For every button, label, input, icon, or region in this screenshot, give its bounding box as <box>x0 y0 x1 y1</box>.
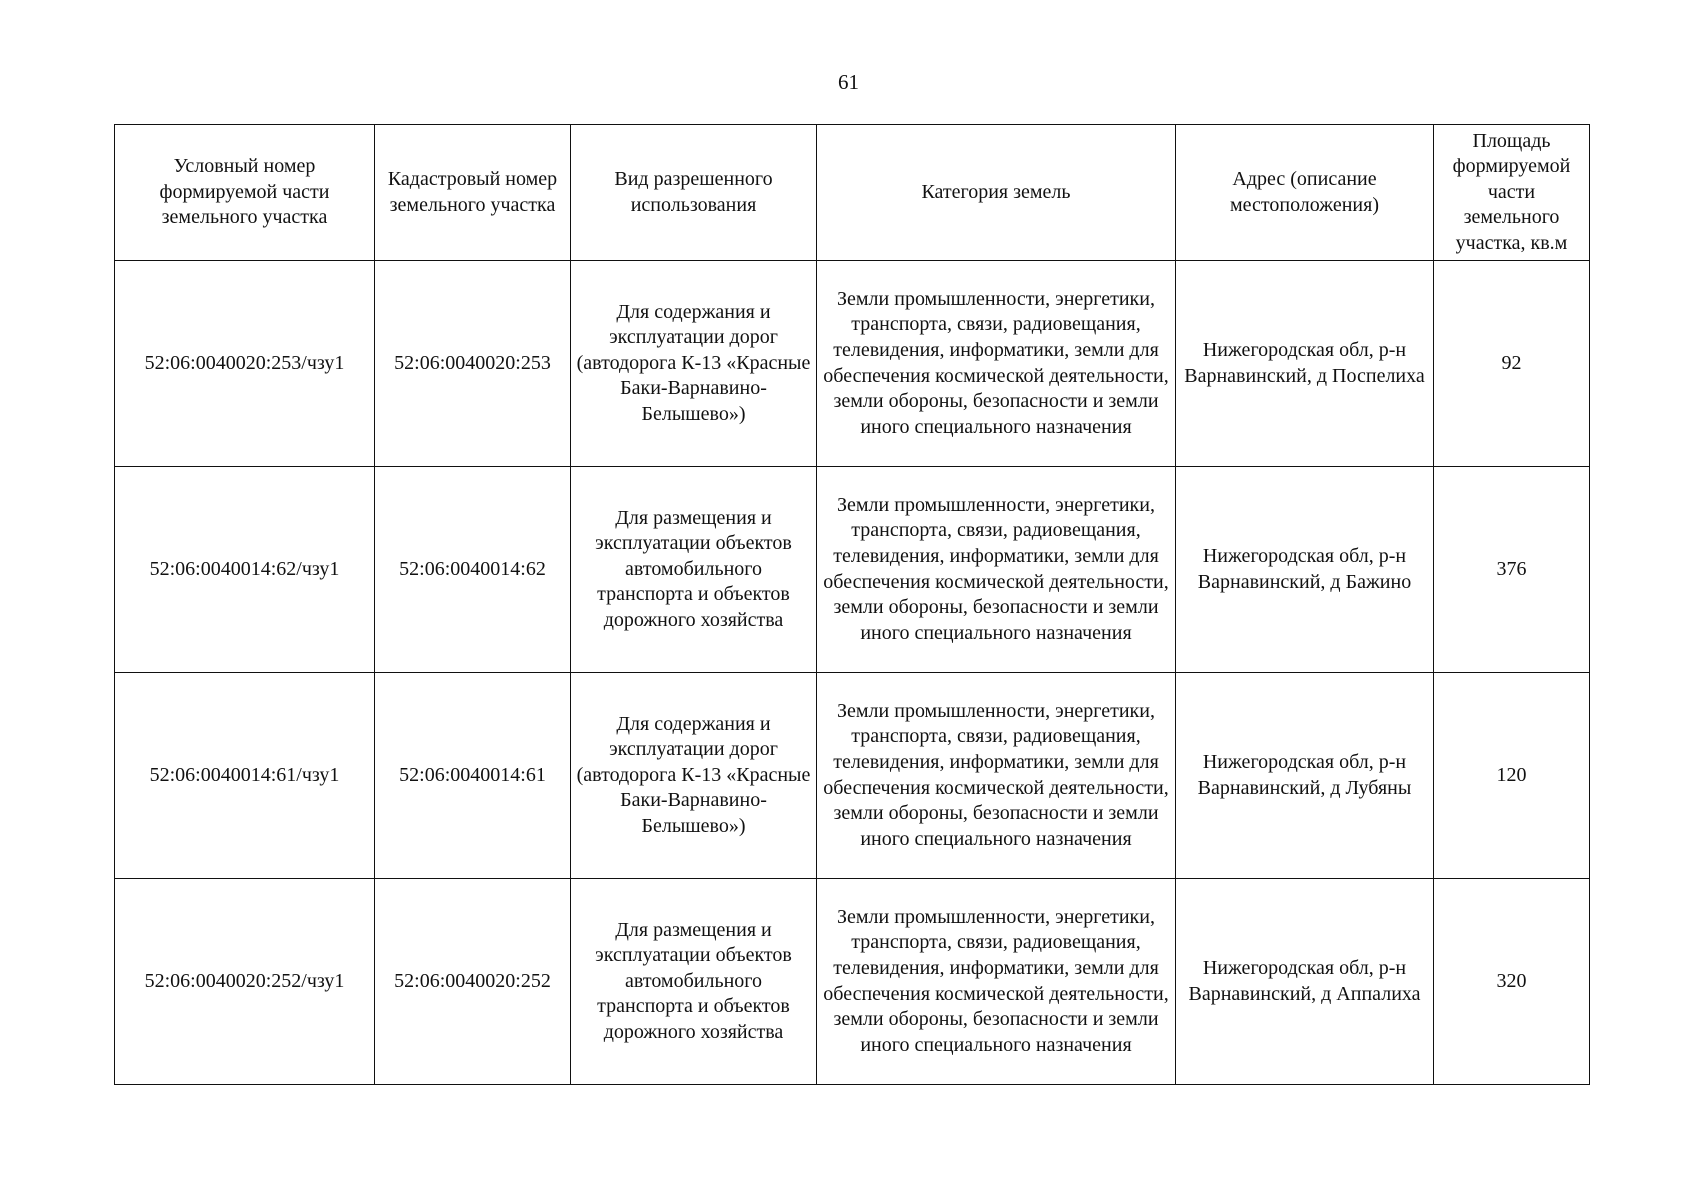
table-header-row <box>115 125 1590 261</box>
cell-cadastral-number: 52:06:0040014:61 <box>375 673 571 879</box>
cell-area: 320 <box>1434 879 1590 1085</box>
cell-area: 92 <box>1434 261 1590 467</box>
cell-cadastral-number: 52:06:0040014:62 <box>375 467 571 673</box>
header-address: Адрес (описание местоположения) <box>1176 125 1434 261</box>
cell-land-category: Земли промышленности, энергетики, транспорта, связи, радиовещания, телевидения, информатики, земли для обеспечения космической деятельности, земли обороны, безопасности и земли иного специального назначения <box>817 879 1176 1085</box>
cell-address: Нижегородская обл, р-н Варнавинский, д Лубяны <box>1176 673 1434 879</box>
header-permitted-use: Вид разрешенного использования <box>571 125 817 261</box>
table-row <box>115 467 1590 673</box>
cell-permitted-use: Для размещения и эксплуатации объектов автомобильного транспорта и объектов дорожного хозяйства <box>571 879 817 1085</box>
cell-cadastral-number: 52:06:0040020:253 <box>375 261 571 467</box>
header-conditional-number: Условный номер формируемой части земельного участка <box>115 125 375 261</box>
cell-address: Нижегородская обл, р-н Варнавинский, д Поспелиха <box>1176 261 1434 467</box>
cell-land-category: Земли промышленности, энергетики, транспорта, связи, радиовещания, телевидения, информатики, земли для обеспечения космической деятельности, земли обороны, безопасности и земли иного специального назначения <box>817 261 1176 467</box>
cell-area: 120 <box>1434 673 1590 879</box>
cell-address: Нижегородская обл, р-н Варнавинский, д Аппалиха <box>1176 879 1434 1085</box>
cell-address: Нижегородская обл, р-н Варнавинский, д Бажино <box>1176 467 1434 673</box>
cell-conditional-number: 52:06:0040014:62/чзу1 <box>115 467 375 673</box>
header-cadastral-number: Кадастровый номер земельного участка <box>375 125 571 261</box>
table-row <box>115 673 1590 879</box>
header-area: Площадь формируемой части земельного участка, кв.м <box>1434 125 1590 261</box>
cell-permitted-use: Для размещения и эксплуатации объектов автомобильного транспорта и объектов дорожного хозяйства <box>571 467 817 673</box>
cell-conditional-number: 52:06:0040020:253/чзу1 <box>115 261 375 467</box>
cell-conditional-number: 52:06:0040020:252/чзу1 <box>115 879 375 1085</box>
cell-conditional-number: 52:06:0040014:61/чзу1 <box>115 673 375 879</box>
cell-permitted-use: Для содержания и эксплуатации дорог (автодорога К-13 «Красные Баки-Варнавино-Белышево») <box>571 261 817 467</box>
cell-permitted-use: Для содержания и эксплуатации дорог (автодорога К-13 «Красные Баки-Варнавино-Белышево») <box>571 673 817 879</box>
cell-cadastral-number: 52:06:0040020:252 <box>375 879 571 1085</box>
header-land-category: Категория земель <box>817 125 1176 261</box>
land-plots-table <box>114 124 1590 1085</box>
table-row <box>115 879 1590 1085</box>
page-number: 61 <box>838 70 859 94</box>
cell-land-category: Земли промышленности, энергетики, транспорта, связи, радиовещания, телевидения, информатики, земли для обеспечения космической деятельности, земли обороны, безопасности и земли иного специального назначения <box>817 673 1176 879</box>
cell-area: 376 <box>1434 467 1590 673</box>
cell-land-category: Земли промышленности, энергетики, транспорта, связи, радиовещания, телевидения, информатики, земли для обеспечения космической деятельности, земли обороны, безопасности и земли иного специального назначения <box>817 467 1176 673</box>
table-row <box>115 261 1590 467</box>
